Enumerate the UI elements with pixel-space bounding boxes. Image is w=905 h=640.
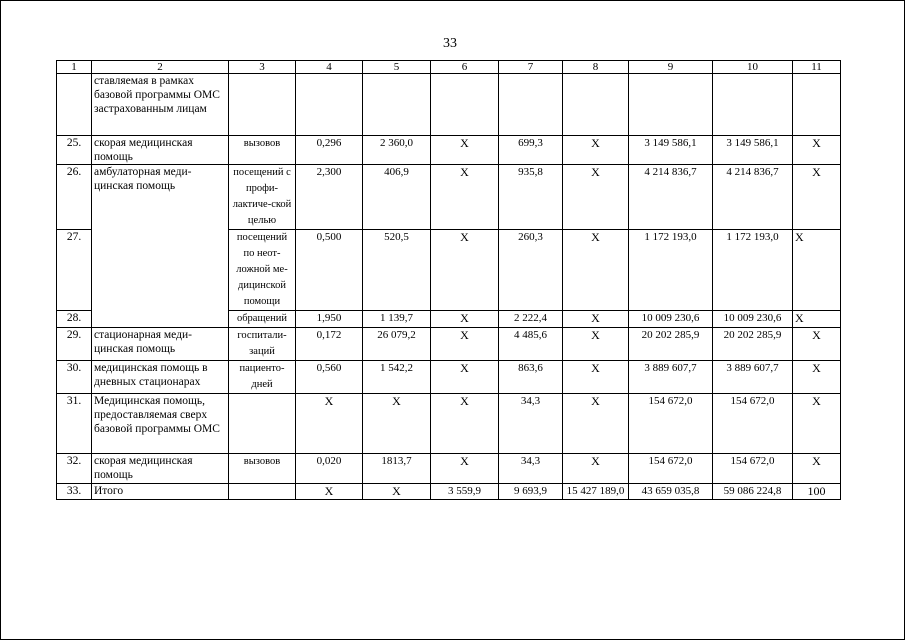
header-cell: 6 [431,61,499,74]
row-name: стационарная меди-цинская помощь [92,328,229,361]
cell-col9: 154 672,0 [629,454,713,484]
cell-col10: 1 172 193,0 [713,230,793,311]
cell-col11: X [793,361,841,394]
row-unit: посещений по неот-ложной ме-дицинской помощи [229,230,296,311]
data-table [56,60,841,500]
cell-col8: X [563,328,629,361]
cell-col8: X [563,454,629,484]
row-number: 32. [57,454,92,484]
row-unit: вызовов [229,136,296,165]
cell-col8: X [563,394,629,454]
cell-col5: 2 360,0 [363,136,431,165]
header-cell: 3 [229,61,296,74]
header-cell: 11 [793,61,841,74]
cell-col11: X [793,328,841,361]
cell-col10: 4 214 836,7 [713,165,793,230]
cell-col4: 2,300 [296,165,363,230]
table-row [57,74,841,136]
cell-col9: 43 659 035,8 [629,484,713,500]
cell-col6: X [431,230,499,311]
cell-col11: X [793,454,841,484]
cell-col8: X [563,136,629,165]
cell-col7: 2 222,4 [499,311,563,328]
header-cell: 9 [629,61,713,74]
header-cell: 2 [92,61,229,74]
cell-col7: 699,3 [499,136,563,165]
cell-col6: X [431,454,499,484]
row-number [57,74,92,136]
cell-col9: 20 202 285,9 [629,328,713,361]
row-name: ставляемая в рамках базовой программы ОМС застрахованным лицам [92,74,229,136]
cell-col10: 59 086 224,8 [713,484,793,500]
cell-col4: 0,296 [296,136,363,165]
cell-col8: 15 427 189,0 [563,484,629,500]
cell-col6: X [431,328,499,361]
header-row [57,61,841,74]
row-number: 31. [57,394,92,454]
row-name: медицинская помощь в дневных стационарах [92,361,229,394]
page-number: 33 [443,36,457,51]
table-row [57,165,841,230]
cell-col4: 0,560 [296,361,363,394]
cell-col9: 4 214 836,7 [629,165,713,230]
row-unit: обращений [229,311,296,328]
row-number: 33. [57,484,92,500]
row-name: скорая медицинская помощь [92,136,229,165]
cell-col8: X [563,165,629,230]
cell-col7: 34,3 [499,454,563,484]
cell-col10: 10 009 230,6 [713,311,793,328]
row-name: Итого [92,484,229,500]
header-cell: 10 [713,61,793,74]
cell-col5: X [363,394,431,454]
cell-col9: 3 149 586,1 [629,136,713,165]
row-unit: вызовов [229,454,296,484]
cell-col7: 4 485,6 [499,328,563,361]
cell-col11: X [793,311,841,328]
row-unit [229,484,296,500]
cell-col10: 3 889 607,7 [713,361,793,394]
cell-col4: 0,020 [296,454,363,484]
cell-col7: 9 693,9 [499,484,563,500]
cell-col10: 154 672,0 [713,394,793,454]
row-unit: пациенто-дней [229,361,296,394]
cell-col4: 0,500 [296,230,363,311]
cell-col5: X [363,484,431,500]
table-row [57,361,841,394]
row-number: 27. [57,230,92,311]
cell-col8: X [563,361,629,394]
row-number: 26. [57,165,92,230]
table-row [57,328,841,361]
row-name: амбулаторная меди-цинская помощь [92,165,229,328]
cell-col10: 20 202 285,9 [713,328,793,361]
cell-col9: 1 172 193,0 [629,230,713,311]
header-cell: 5 [363,61,431,74]
cell-col7: 935,8 [499,165,563,230]
cell-col9: 3 889 607,7 [629,361,713,394]
cell-col6: 3 559,9 [431,484,499,500]
row-name: Медицинская помощь, предоставляемая сверх базовой программы ОМС [92,394,229,454]
table-row [57,394,841,454]
cell-col6: X [431,136,499,165]
cell-col4: X [296,484,363,500]
row-number: 29. [57,328,92,361]
cell-col5: 520,5 [363,230,431,311]
header-cell: 8 [563,61,629,74]
cell-col7: 260,3 [499,230,563,311]
cell-col6: X [431,361,499,394]
table-row [57,136,841,165]
cell-col9: 10 009 230,6 [629,311,713,328]
total-row [57,484,841,500]
cell-col8: X [563,311,629,328]
row-number: 25. [57,136,92,165]
header-cell: 1 [57,61,92,74]
row-number: 28. [57,311,92,328]
header-cell: 7 [499,61,563,74]
row-unit: посещений с профи-лактиче-ской целью [229,165,296,230]
cell-col4: 1,950 [296,311,363,328]
cell-col11: 100 [793,484,841,500]
cell-col8: X [563,230,629,311]
table-row [57,454,841,484]
cell-col7: 34,3 [499,394,563,454]
cell-col6: X [431,165,499,230]
cell-col4: 0,172 [296,328,363,361]
cell-col5: 1 542,2 [363,361,431,394]
cell-col4: X [296,394,363,454]
row-unit: госпитали-заций [229,328,296,361]
cell-col10: 3 149 586,1 [713,136,793,165]
cell-col5: 1 139,7 [363,311,431,328]
cell-col6: X [431,394,499,454]
cell-col11: X [793,230,841,311]
row-name: скорая медицинская помощь [92,454,229,484]
header-cell: 4 [296,61,363,74]
cell-col10: 154 672,0 [713,454,793,484]
cell-col5: 26 079,2 [363,328,431,361]
row-number: 30. [57,361,92,394]
cell-col11: X [793,165,841,230]
cell-col7: 863,6 [499,361,563,394]
cell-col11: X [793,394,841,454]
cell-col5: 1813,7 [363,454,431,484]
row-unit [229,394,296,454]
cell-col11: X [793,136,841,165]
cell-col5: 406,9 [363,165,431,230]
cell-col6: X [431,311,499,328]
cell-col9: 154 672,0 [629,394,713,454]
